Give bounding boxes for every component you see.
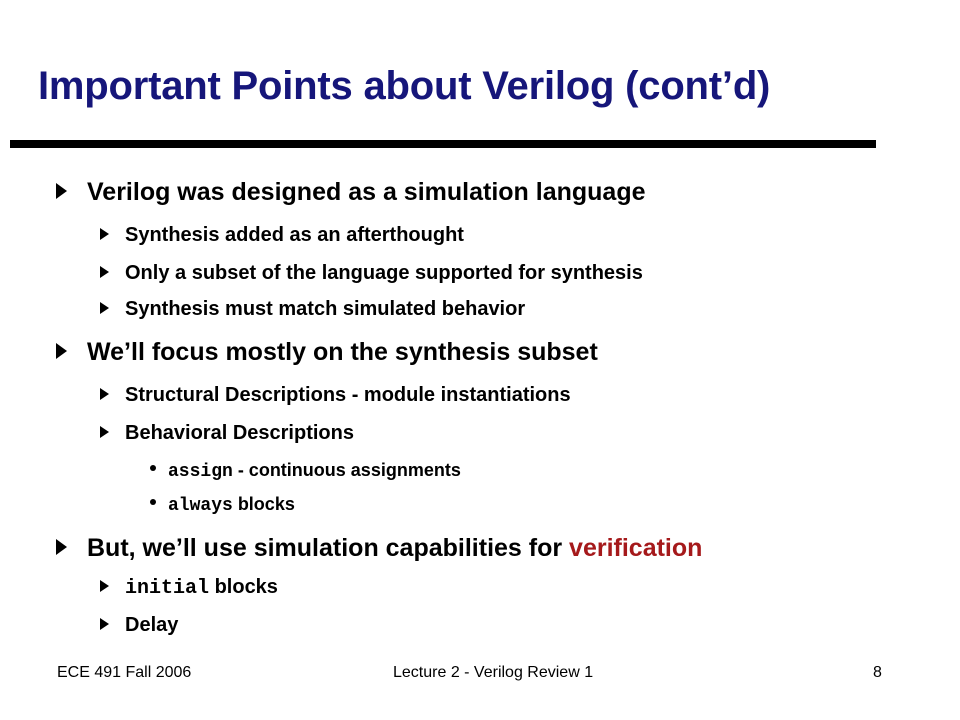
code-initial: initial — [125, 577, 210, 600]
dot-bullet-icon — [150, 499, 156, 505]
bullet-2-2 — [100, 422, 354, 445]
bullet-1-3-text: Synthesis must match simulated behavior — [125, 298, 526, 320]
bullet-2-1-text: Structural Descriptions - module instantiations — [125, 384, 571, 406]
footer-page-number: 8 — [873, 664, 882, 681]
bullet-3-text: But, we’ll use simulation capabilities for — [87, 534, 570, 562]
footer-lecture: Lecture 2 - Verilog Review 1 — [393, 664, 594, 681]
bullet-2-1 — [100, 384, 571, 407]
triangle-bullet-icon — [100, 228, 109, 240]
triangle-bullet-icon — [56, 539, 67, 555]
bullet-3-highlight: verification — [569, 534, 703, 562]
bullet-1-2-text: Only a subset of the language supported for synthesis — [125, 262, 643, 284]
bullet-2-2-2 — [150, 494, 295, 516]
bullet-2-2-text: Behavioral Descriptions — [125, 422, 354, 444]
code-assign: assign — [168, 462, 233, 482]
bullet-1 — [56, 178, 646, 207]
bullet-2-2-1 — [150, 460, 461, 482]
bullet-2-2-2-text: blocks — [232, 494, 295, 514]
bullet-1-3 — [100, 298, 525, 321]
bullet-1-1 — [100, 224, 464, 247]
triangle-bullet-icon — [100, 302, 109, 314]
bullet-1-1-text: Synthesis added as an afterthought — [125, 224, 464, 246]
bullet-3-2 — [100, 614, 178, 637]
dot-bullet-icon — [150, 465, 156, 471]
triangle-bullet-icon — [100, 580, 109, 592]
slide-title: Important Points about Verilog (cont’d) — [38, 64, 771, 108]
bullet-3-1-text: blocks — [209, 576, 278, 598]
triangle-bullet-icon — [100, 618, 109, 630]
bullet-2 — [56, 338, 598, 367]
bullet-3 — [56, 534, 702, 563]
triangle-bullet-icon — [56, 183, 67, 199]
code-always: always — [168, 496, 233, 516]
triangle-bullet-icon — [100, 426, 109, 438]
bullet-3-2-text: Delay — [125, 614, 179, 636]
bullet-2-2-1-text: - continuous assignments — [232, 460, 461, 480]
footer-course: ECE 491 Fall 2006 — [57, 664, 192, 681]
triangle-bullet-icon — [100, 388, 109, 400]
bullet-1-text: Verilog was designed as a simulation language — [87, 178, 646, 206]
bullet-2-text: We’ll focus mostly on the synthesis subset — [87, 338, 598, 366]
title-divider — [10, 140, 876, 148]
bullet-3-1 — [100, 576, 278, 600]
triangle-bullet-icon — [100, 266, 109, 278]
triangle-bullet-icon — [56, 343, 67, 359]
bullet-1-2 — [100, 262, 643, 285]
